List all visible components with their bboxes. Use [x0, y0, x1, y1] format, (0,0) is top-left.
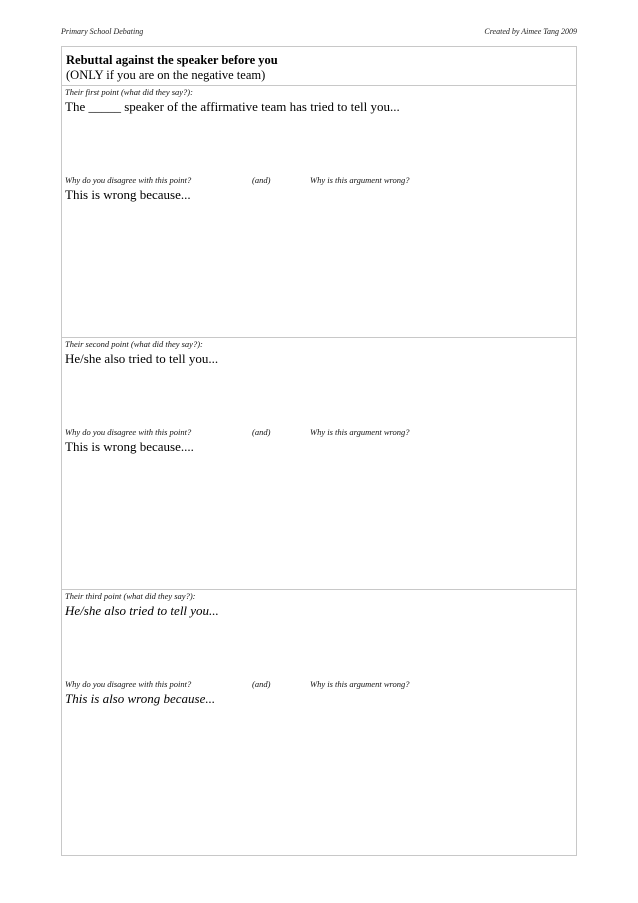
question-and: (and) [252, 427, 271, 437]
point-label: Their first point (what did they say?): [65, 87, 193, 97]
question-wrong: Why is this argument wrong? [310, 175, 410, 185]
point-label: Their third point (what did they say?): [65, 591, 196, 601]
worksheet-frame [61, 46, 577, 856]
section-second-point[interactable] [62, 337, 576, 590]
worksheet-title: Rebuttal against the speaker before you [66, 53, 278, 67]
section-third-point[interactable] [62, 589, 576, 855]
answer-prompt: This is also wrong because... [65, 691, 216, 706]
header-right: Created by Aimee Tang 2009 [484, 27, 577, 36]
question-and: (and) [252, 679, 271, 689]
question-disagree: Why do you disagree with this point? [65, 679, 192, 689]
title-box [62, 47, 576, 86]
point-prompt: He/she also tried to tell you... [65, 603, 219, 618]
header-left: Primary School Debating [61, 27, 144, 36]
question-wrong: Why is this argument wrong? [310, 679, 410, 689]
section-first-point[interactable] [62, 85, 576, 338]
question-disagree: Why do you disagree with this point? [65, 427, 192, 437]
point-prompt: He/she also tried to tell you... [65, 351, 219, 366]
question-wrong: Why is this argument wrong? [310, 427, 410, 437]
worksheet-subtitle: (ONLY if you are on the negative team) [66, 68, 266, 82]
question-and: (and) [252, 175, 271, 185]
point-prompt: The _____ speaker of the affirmative team has tried to tell you... [65, 99, 400, 114]
point-label: Their second point (what did they say?): [65, 339, 203, 349]
answer-prompt: This is wrong because.... [65, 439, 194, 454]
question-disagree: Why do you disagree with this point? [65, 175, 192, 185]
answer-prompt: This is wrong because... [65, 187, 191, 202]
